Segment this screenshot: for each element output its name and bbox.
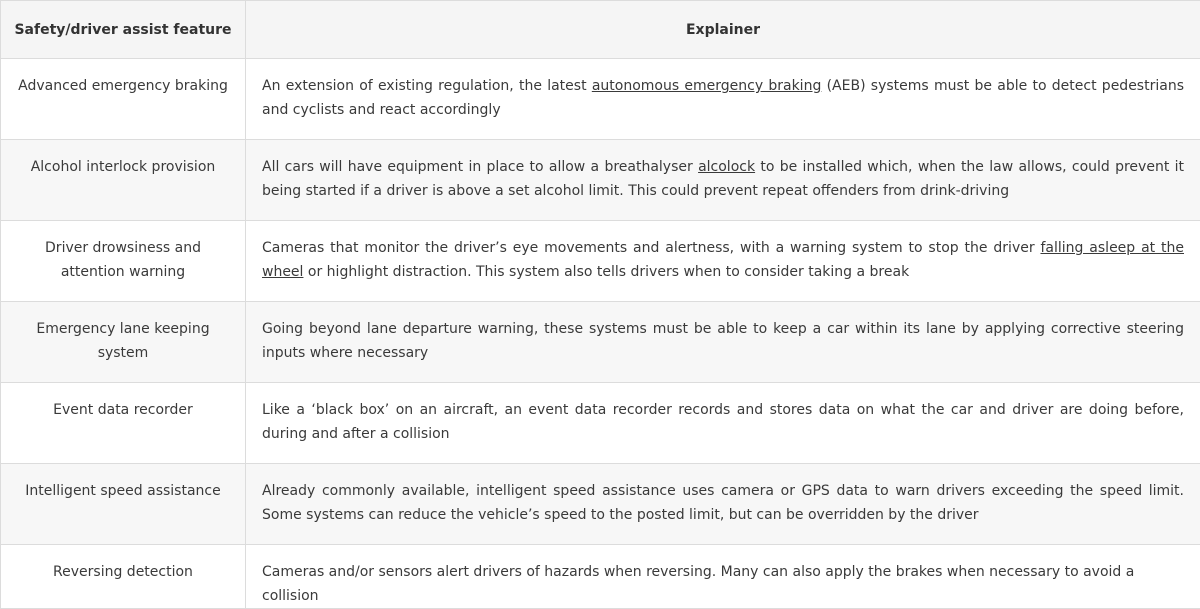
feature-cell: Intelligent speed assistance (1, 464, 246, 545)
autonomous-emergency-braking-link[interactable]: autonomous emergency braking (592, 78, 822, 94)
explainer-text: Cameras that monitor the driver’s eye movements and alertness, with a warning system to stop the driver (262, 240, 1040, 256)
table-row (1, 302, 1200, 383)
table-row (1, 545, 1200, 609)
explainer-text: to be installed which, when the law allows, could prevent it being started if a driver is above a set alcohol limit. This could prevent repeat offenders from drink-driving (262, 159, 1184, 199)
explainer-text: or highlight distraction. This system also tells drivers when to consider taking a break (303, 264, 909, 280)
table-row (1, 221, 1200, 302)
table-row (1, 140, 1200, 221)
explainer-cell: Already commonly available, intelligent speed assistance uses camera or GPS data to warn drivers exceeding the speed limit. Some systems can reduce the vehicle’s speed to the posted limit, but can be overridden by the driver (246, 464, 1200, 545)
explainer-cell (246, 140, 1200, 221)
explainer-cell (246, 59, 1200, 140)
header-row (1, 1, 1200, 59)
explainer-cell: Going beyond lane departure warning, these systems must be able to keep a car within its lane by applying corrective steering inputs where necessary (246, 302, 1200, 383)
table-row (1, 383, 1200, 464)
alcolock-link[interactable]: alcolock (698, 159, 755, 175)
feature-cell: Emergency lane keeping system (1, 302, 246, 383)
table-body (1, 59, 1200, 609)
explainer-text: An extension of existing regulation, the latest (262, 78, 592, 94)
table-row (1, 464, 1200, 545)
column-header-explainer: Explainer (246, 1, 1200, 59)
explainer-cell: Cameras and/or sensors alert drivers of hazards when reversing. Many can also apply the brakes when necessary to avoid a collision (246, 545, 1200, 609)
table-header (1, 1, 1200, 59)
feature-cell: Alcohol interlock provision (1, 140, 246, 221)
explainer-text: (AEB) systems must be able to detect pedestrians and cyclists and react accordingly (262, 78, 1184, 118)
feature-cell: Event data recorder (1, 383, 246, 464)
explainer-cell (246, 221, 1200, 302)
explainer-cell: Like a ‘black box’ on an aircraft, an event data recorder records and stores data on what the car and driver are doing before, during and after a collision (246, 383, 1200, 464)
column-header-feature: Safety/driver assist feature (1, 1, 246, 59)
feature-cell: Advanced emergency braking (1, 59, 246, 140)
feature-cell: Reversing detection (1, 545, 246, 609)
table-row (1, 59, 1200, 140)
falling-asleep-at-the-wheel-link[interactable]: falling asleep at the wheel (262, 240, 1184, 280)
feature-cell: Driver drowsiness and attention warning (1, 221, 246, 302)
explainer-text: All cars will have equipment in place to allow a breathalyser (262, 159, 698, 175)
